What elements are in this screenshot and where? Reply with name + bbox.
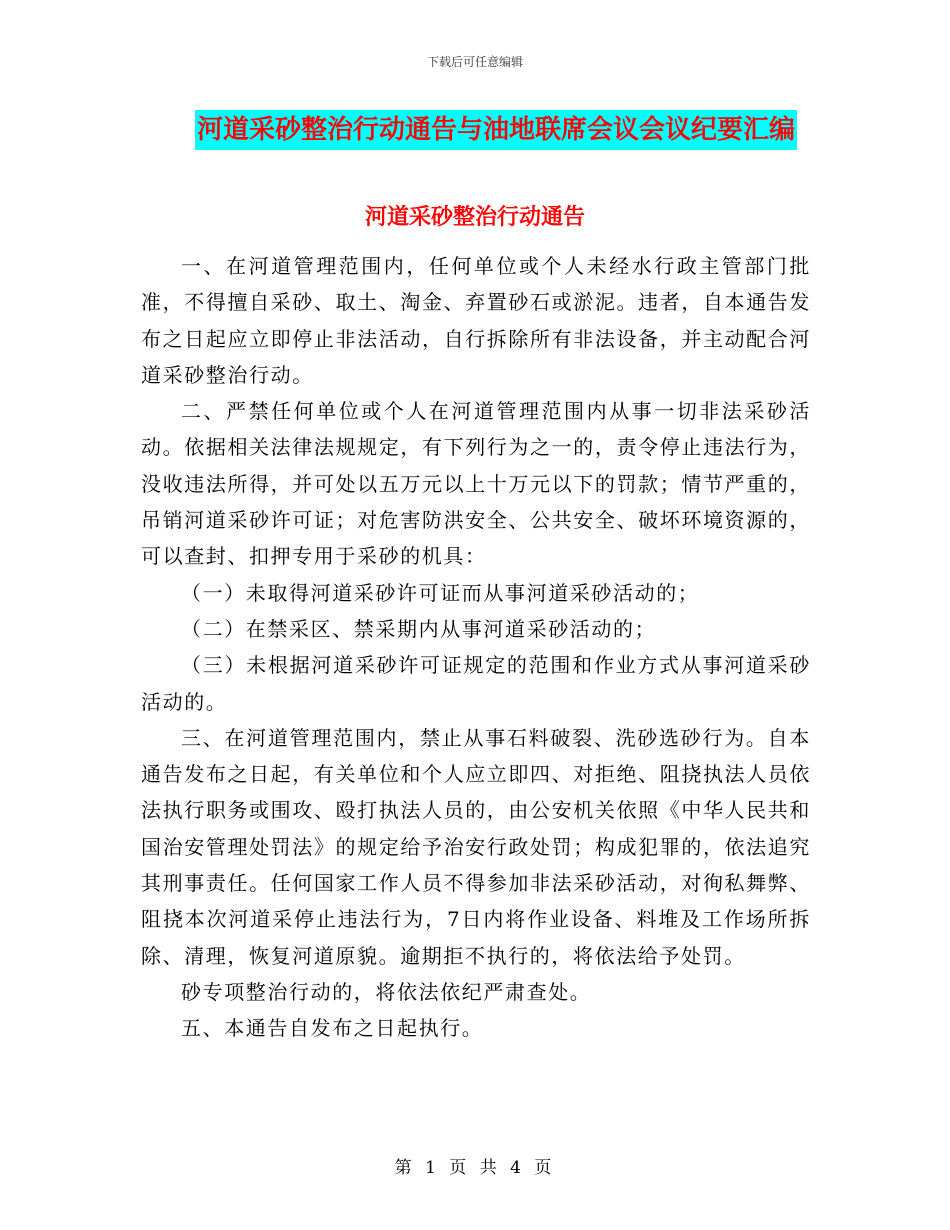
document-title: 河道采砂整治行动通告与油地联席会议会议纪要汇编 — [195, 110, 797, 150]
header-note: 下载后可任意编辑 — [426, 55, 523, 69]
body-text — [141, 248, 811, 1047]
paragraph-1: 一、在河道管理范围内，任何单位或个人未经水行政主管部门批准，不得擅自采砂、取土、淘金、弃置砂石或淤泥。违者，自本通告发布之日起应立即停止非法活动，自行拆除所有非法设备，并主动配合河道采砂整治行动。 — [141, 254, 811, 387]
paragraph-2: 二、严禁任何单位或个人在河道管理范围内从事一切非法采砂活动。依据相关法律法规规定，有下列行为之一的，责令停止违法行为，没收违法所得，并可处以五万元以上十万元以下的罚款；情节严重的，吊销河道采砂许可证；对危害防洪安全、公共安全、破坏环境资源的，可以查封、扣押专用于采砂的机具： — [141, 399, 811, 569]
paragraph-3: （一）未取得河道采砂许可证而从事河道采砂活动的； — [181, 580, 700, 605]
paragraph-4: （二）在禁采区、禁采期内从事河道采砂活动的； — [181, 616, 657, 641]
section-title: 河道采砂整治行动通告 — [364, 205, 585, 230]
paragraph-6: 三、在河道管理范围内，禁止从事石料破裂、洗砂选砂行为。自本通告发布之日起，有关单位和个人应立即四、对拒绝、阻挠执法人员依法执行职务或围攻、殴打执法人员的，由公安机关依照《中华人民共和国治安管理处罚法》的规定给予治安行政处罚；构成犯罪的，依法追究其刑事责任。任何国家工作人员不得参加非法采砂活动，对徇私舞弊、阻挠本次河道采停止违法行为，7日内将作业设备、料堆及工作场所拆除、清理，恢复河道原貌。逾期拒不执行的，将依法给予处罚。 — [141, 725, 811, 968]
page-footer: 第 1 页 共 4 页 — [394, 1158, 556, 1178]
paragraph-8: 五、本通告自发布之日起执行。 — [181, 1016, 484, 1041]
paragraph-7: 砂专项整治行动的，将依法依纪严肃查处。 — [181, 979, 592, 1004]
paragraph-5: （三）未根据河道采砂许可证规定的范围和作业方式从事河道采砂活动的。 — [141, 653, 811, 714]
